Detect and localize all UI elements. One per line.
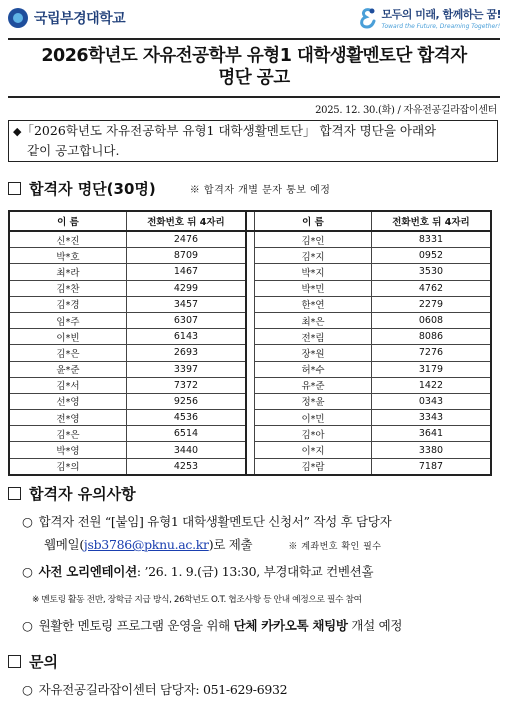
section-heading-list	[8, 178, 330, 199]
table-header-row	[9, 211, 491, 231]
checkbox-square-icon	[8, 182, 21, 195]
name-cell: 최*은	[255, 312, 372, 328]
name-cell: 김*아	[255, 426, 372, 442]
phone-cell: 2279	[371, 296, 491, 312]
phone-cell: 3397	[126, 361, 245, 377]
circle-bullet-icon: ○	[22, 682, 33, 697]
table-gap	[246, 426, 255, 442]
notes-item-3	[22, 616, 402, 634]
notice-box	[8, 120, 498, 162]
university-name: 국립부경대학교	[34, 11, 126, 27]
table-gap	[246, 377, 255, 393]
phone-cell: 7187	[371, 458, 491, 475]
phone-cell: 9256	[126, 393, 245, 409]
name-cell: 김*람	[255, 458, 372, 475]
phone-cell: 8331	[371, 231, 491, 248]
table-row	[9, 231, 491, 248]
contact-text: 자유전공길라잡이센터 담당자: 051-629-6932	[38, 682, 288, 697]
section-heading-text: 문의	[29, 653, 58, 671]
circle-bullet-icon: ○	[22, 564, 33, 579]
name-cell: 윤*준	[9, 361, 126, 377]
name-cell: 김*은	[9, 345, 126, 361]
table-row	[9, 312, 491, 328]
orientation-detail: : ’26. 1. 9.(금) 13:30, 부경대학교 컨벤션홀	[136, 564, 374, 579]
col-header-name: 이 름	[255, 211, 372, 231]
circle-bullet-icon: ○	[22, 514, 33, 529]
phone-cell: 1467	[126, 264, 245, 280]
name-cell: 전*영	[9, 410, 126, 426]
phone-cell: 6143	[126, 329, 245, 345]
table-gap	[246, 410, 255, 426]
email-suffix: )로 제출	[208, 537, 253, 552]
col-header-phone: 전화번호 뒤 4자리	[126, 211, 245, 231]
issue-date-line: 2025. 12. 30.(화) / 자유전공길라잡이센터	[315, 105, 497, 116]
phone-cell: 4536	[126, 410, 245, 426]
table-row	[9, 264, 491, 280]
table-row	[9, 329, 491, 345]
col-header-name: 이 름	[9, 211, 126, 231]
section-heading-contact	[8, 651, 58, 672]
notes-item-2-note: ※ 멘토링 활동 전반, 장학금 지급 방식, 26학년도 O.T. 협조사항 등 안내 예정으로 필수 참여	[32, 595, 362, 605]
university-emblem-icon	[8, 8, 28, 28]
slogan-logo	[356, 6, 501, 30]
phone-cell: 1422	[371, 377, 491, 393]
notes-item-1-note: ※ 계좌번호 확인 필수	[288, 542, 382, 552]
phone-cell: 0343	[371, 393, 491, 409]
name-cell: 김*인	[255, 231, 372, 248]
name-cell: 김*서	[9, 377, 126, 393]
title-line-1: 2026학년도 자유전공학부 유형1 대학생활멘토단 합격자	[41, 46, 467, 66]
table-row	[9, 410, 491, 426]
table-gap	[246, 393, 255, 409]
page-header	[0, 0, 511, 36]
phone-cell: 3380	[371, 442, 491, 458]
name-cell: 전*림	[255, 329, 372, 345]
name-cell: 이*빈	[9, 329, 126, 345]
notes-item-3-pre: 원활한 멘토링 프로그램 운영을 위해	[38, 618, 234, 633]
slogan-sub-text: Toward the Future, Dreaming Together!	[381, 23, 501, 30]
phone-cell: 8709	[126, 248, 245, 264]
notes-item-1	[22, 512, 391, 530]
section-heading-notes	[8, 483, 136, 504]
table-gap	[246, 442, 255, 458]
table-row	[9, 393, 491, 409]
name-cell: 선*영	[9, 393, 126, 409]
name-cell: 김*경	[9, 296, 126, 312]
notes-item-1-line-1: 합격자 전원 “[붙임] 유형1 대학생활멘토단 신청서” 작성 후 담당자	[38, 514, 392, 529]
name-cell: 김*찬	[9, 280, 126, 296]
table-gap	[246, 264, 255, 280]
checkbox-square-icon	[8, 487, 21, 500]
name-cell: 박*민	[255, 280, 372, 296]
name-cell: 박*영	[9, 442, 126, 458]
phone-cell: 7276	[371, 345, 491, 361]
document-title	[8, 38, 500, 98]
name-cell: 허*수	[255, 361, 372, 377]
name-cell: 유*준	[255, 377, 372, 393]
table-gap	[246, 458, 255, 475]
phone-cell: 3343	[371, 410, 491, 426]
notice-line-1: 「2026학년도 자유전공학부 유형1 대학생활멘토단」 합격자 명단을 아래와	[21, 123, 437, 138]
name-cell: 김*의	[9, 458, 126, 475]
notes-item-3-post: 개설 예정	[347, 618, 403, 633]
checkbox-square-icon	[8, 655, 21, 668]
passer-table	[8, 210, 492, 476]
table-gap	[246, 329, 255, 345]
phone-cell: 7372	[126, 377, 245, 393]
circle-bullet-icon: ○	[22, 618, 33, 633]
phone-cell: 2476	[126, 231, 245, 248]
col-header-phone: 전화번호 뒤 4자리	[371, 211, 491, 231]
name-cell: 김*지	[255, 248, 372, 264]
diamond-bullet-icon: ◆	[13, 125, 22, 138]
phone-cell: 3179	[371, 361, 491, 377]
name-cell: 박*호	[9, 248, 126, 264]
name-cell: 이*민	[255, 410, 372, 426]
name-cell: 박*지	[255, 264, 372, 280]
notes-item-2	[22, 562, 373, 580]
notes-item-1-line-2	[44, 535, 381, 553]
table-gap	[246, 248, 255, 264]
email-prefix: 웹메일(	[44, 537, 84, 552]
table-gap	[246, 296, 255, 312]
phone-cell: 6307	[126, 312, 245, 328]
table-row	[9, 377, 491, 393]
phone-cell: 8086	[371, 329, 491, 345]
table-row	[9, 426, 491, 442]
table-row	[9, 458, 491, 475]
table-row	[9, 280, 491, 296]
orientation-label: 사전 오리엔테이션	[38, 564, 137, 579]
phone-cell: 6514	[126, 426, 245, 442]
slogan-ampersand-icon	[356, 6, 378, 30]
phone-cell: 3457	[126, 296, 245, 312]
name-cell: 신*진	[9, 231, 126, 248]
phone-cell: 4253	[126, 458, 245, 475]
section-note: ※ 합격자 개별 문자 통보 예정	[189, 185, 331, 196]
university-logo	[8, 8, 125, 28]
table-gap	[246, 312, 255, 328]
title-line-2: 명단 공고	[218, 68, 290, 88]
name-cell: 한*연	[255, 296, 372, 312]
table-gap	[246, 345, 255, 361]
name-cell: 최*라	[9, 264, 126, 280]
table-row	[9, 296, 491, 312]
table-gap	[246, 280, 255, 296]
table-row	[9, 345, 491, 361]
table-gap	[246, 361, 255, 377]
phone-cell: 3641	[371, 426, 491, 442]
name-cell: 정*윤	[255, 393, 372, 409]
name-cell: 김*은	[9, 426, 126, 442]
phone-cell: 0608	[371, 312, 491, 328]
phone-cell: 4762	[371, 280, 491, 296]
table-gap	[246, 231, 255, 248]
phone-cell: 3530	[371, 264, 491, 280]
phone-cell: 0952	[371, 248, 491, 264]
phone-cell: 4299	[126, 280, 245, 296]
section-heading-text: 합격자 명단(30명)	[29, 180, 156, 198]
table-row	[9, 442, 491, 458]
notice-line-2: 같이 공고합니다.	[27, 143, 120, 158]
phone-cell: 3440	[126, 442, 245, 458]
kakao-chat-label: 단체 카카오톡 채팅방	[233, 618, 348, 633]
table-row	[9, 361, 491, 377]
slogan-main-text: 모두의 미래, 함께하는 꿈!	[381, 8, 501, 21]
name-cell: 이*지	[255, 442, 372, 458]
name-cell: 임*주	[9, 312, 126, 328]
contact-line	[22, 680, 287, 698]
phone-cell: 2693	[126, 345, 245, 361]
table-row	[9, 248, 491, 264]
name-cell: 장*원	[255, 345, 372, 361]
table-gap	[246, 211, 255, 231]
section-heading-text: 합격자 유의사항	[29, 485, 136, 503]
contact-email-link[interactable]: jsb3786@pknu.ac.kr	[83, 537, 209, 552]
